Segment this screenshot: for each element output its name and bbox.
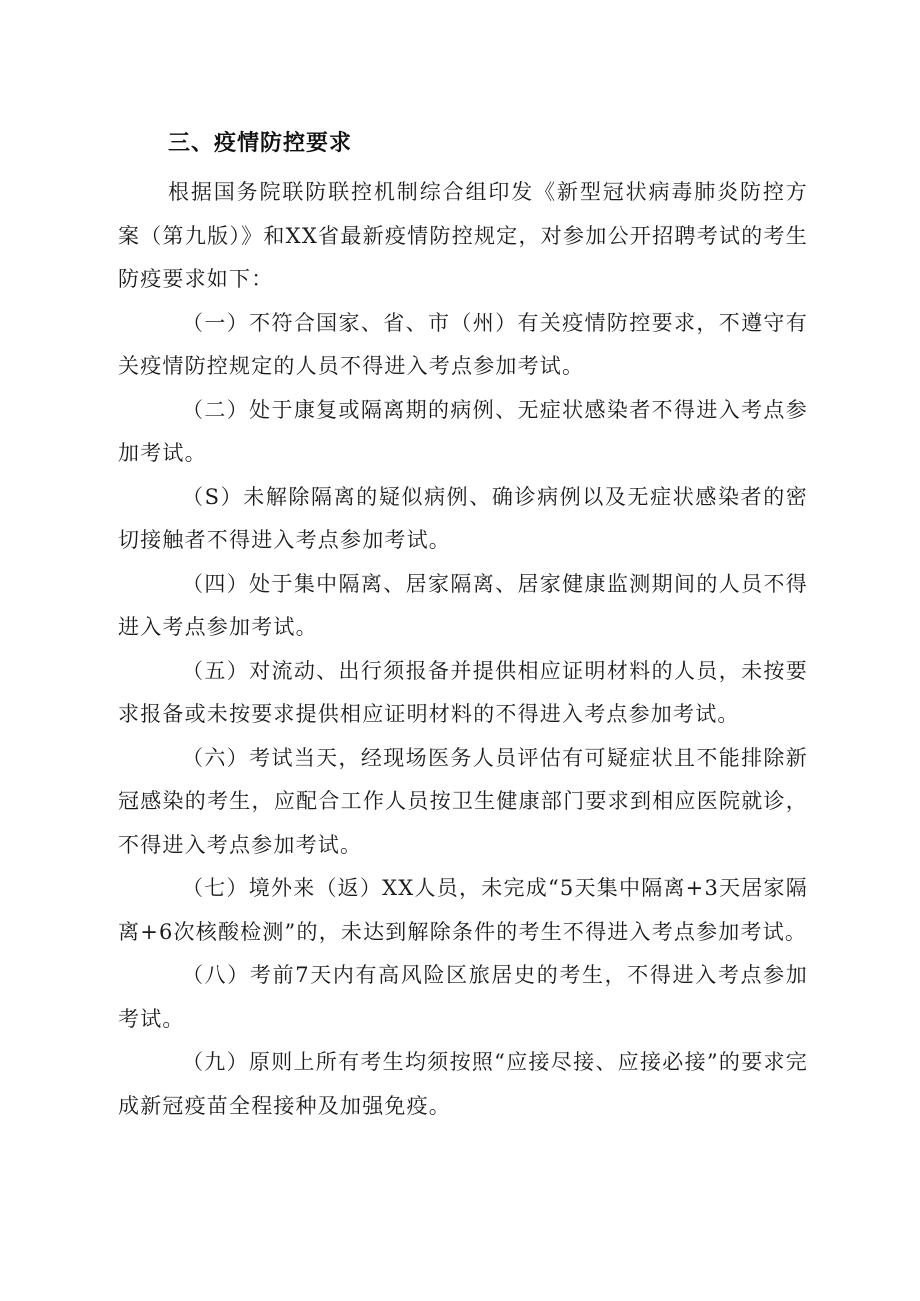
document-body: [118, 171, 808, 1128]
requirement-item-2: （二）处于康复或隔离期的病例、无症状感染者不得进入考点参加考试。: [118, 397, 808, 465]
requirement-item-4: （四）处于集中隔离、居家隔离、居家健康监测期间的人员不得进入考点参加考试。: [118, 571, 808, 639]
requirement-item-1: （一）不符合国家、省、市（州）有关疫情防控要求，不遵守有关疫情防控规定的人员不得进入考点参加考试。: [118, 310, 808, 378]
requirement-item-6: （六）考试当天，经现场医务人员评估有可疑症状且不能排除新冠感染的考生，应配合工作人员按卫生健康部门要求到相应医院就诊，不得进入考点参加考试。: [118, 745, 808, 857]
requirement-list: [118, 302, 808, 1129]
requirement-item-7: （七）境外来（返）XX人员，未完成“5天集中隔离+3天居家隔离+6次核酸检测”的，未达到解除条件的考生不得进入考点参加考试。: [118, 876, 808, 944]
requirement-item-3: （S）未解除隔离的疑似病例、确诊病例以及无症状感染者的密切接触者不得进入考点参加考试。: [118, 484, 808, 552]
requirement-item-9: （九）原则上所有考生均须按照“应接尽接、应接必接”的要求完成新冠疫苗全程接种及加强免疫。: [118, 1050, 808, 1118]
intro-paragraph: 根据国务院联防联控机制综合组印发《新型冠状病毒肺炎防控方案（第九版）》和XX省最新疫情防控规定，对参加公开招聘考试的考生防疫要求如下：: [118, 180, 808, 291]
section-heading: 三、疫情防控要求: [168, 131, 353, 156]
requirement-item-8: （八）考前7天内有高风险区旅居史的考生，不得进入考点参加考试。: [118, 963, 808, 1031]
requirement-item-5: （五）对流动、出行须报备并提供相应证明材料的人员，未按要求报备或未按要求提供相应证明材料的不得进入考点参加考试。: [118, 658, 808, 726]
